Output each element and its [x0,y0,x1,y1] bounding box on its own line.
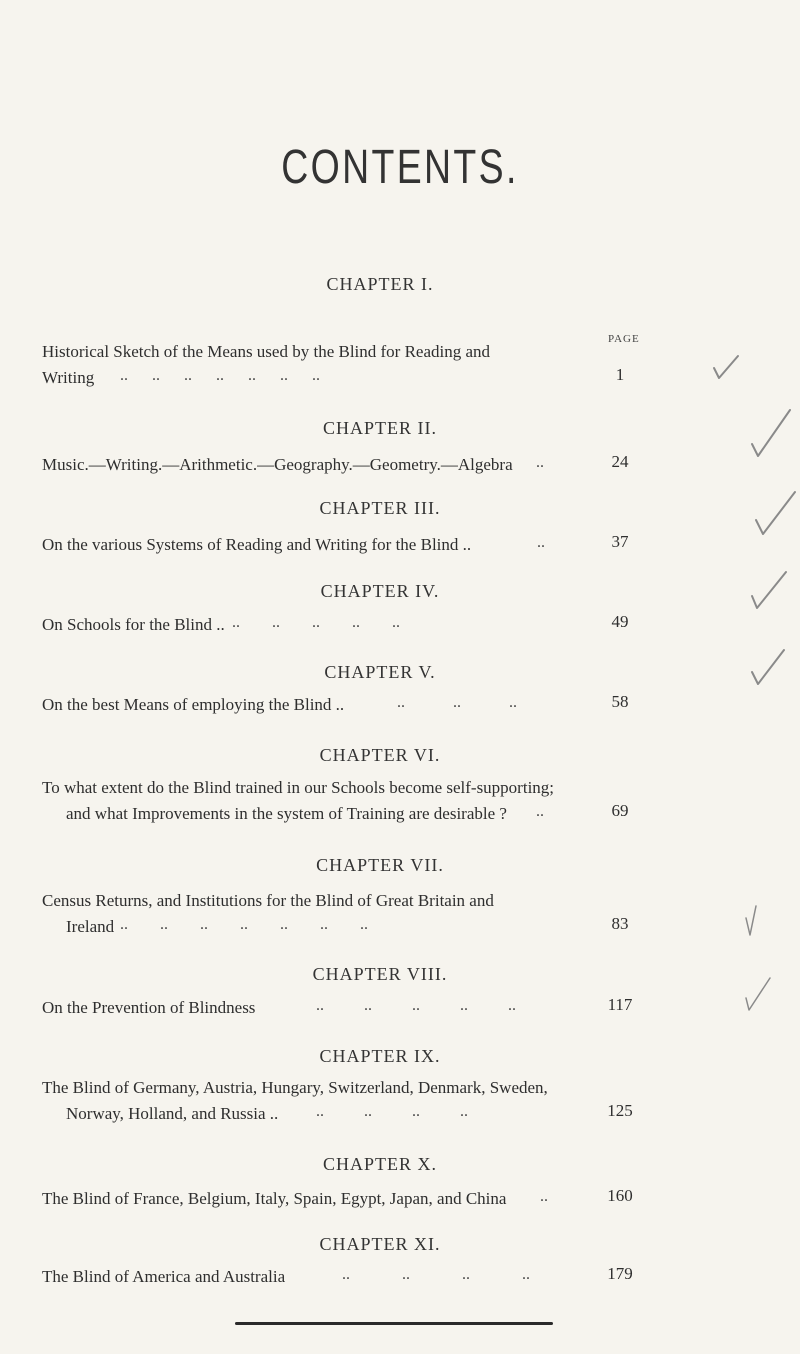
leader-dots: .. .. .. .. .. [232,614,400,631]
leader-dots: .. .. .. .. .. .. .. [120,916,368,933]
entry-line: On the best Means of employing the Blind .. [42,695,345,714]
chapter-heading: CHAPTER X. [322,1154,437,1174]
entry-line: On Schools for the Blind .. [42,615,225,634]
entry-line: Writing [42,368,95,387]
entry-line: On the Prevention of Blindness [42,998,256,1017]
chapter-heading: CHAPTER VII. [316,855,444,875]
page-number: 83 [611,914,629,933]
leader-dots: .. .. .. .. .. .. .. [120,367,320,384]
check-mark-icon [756,492,795,534]
page-number: 160 [607,1186,633,1205]
leader-dots: .. .. .. .. [316,1103,468,1120]
leader-dots: .. [537,534,545,551]
chapter-heading: CHAPTER III. [319,498,441,518]
page-number: 125 [607,1101,633,1120]
entry-line: Ireland [66,917,115,936]
entry-line: To what extent do the Blind trained in our Schools become self-supporting; [42,778,555,797]
leader-dots: .. [540,1188,548,1205]
entry-line: The Blind of Germany, Austria, Hungary, Switzerland, Denmark, Sweden, [42,1078,548,1097]
chapter-entry [42,692,642,718]
page-title: CONTENTS. [281,141,519,194]
leader-dots: .. .. .. .. .. [316,997,516,1014]
entry-line: The Blind of America and Australia [42,1267,286,1286]
entry-line: Music.—Writing.—Arithmetic.—Geography.—Geometry.—Algebra [42,455,513,474]
check-mark-icon [714,356,738,378]
leader-dots: .. .. .. [397,694,517,711]
page-number: 49 [611,612,629,631]
entry-line: On the various Systems of Reading and Writing for the Blind .. [42,535,472,554]
leader-dots: .. .. .. .. [342,1266,530,1283]
entry-line: Census Returns, and Institutions for the Blind of Great Britain and [42,891,494,910]
page-number: 117 [607,995,633,1014]
bottom-rule [235,1322,553,1325]
chapter-entry [42,775,642,827]
entry-line: The Blind of France, Belgium, Italy, Spain, Egypt, Japan, and China [42,1189,507,1208]
entry-line: Norway, Holland, and Russia .. [66,1104,279,1123]
entry-line: and what Improvements in the system of Training are desirable ? [66,804,507,823]
chapter-heading: CHAPTER VIII. [312,964,448,984]
leader-dots: .. [536,803,544,820]
chapter-heading: CHAPTER I. [326,274,434,294]
chapter-entry [42,532,642,558]
page-number: 1 [615,365,625,384]
page-number: 24 [611,452,629,471]
chapter-heading: CHAPTER IV. [320,581,440,601]
chapter-heading: CHAPTER IX. [319,1046,441,1066]
chapter-entry [42,1186,642,1212]
page-number: 58 [611,692,629,711]
chapter-heading: CHAPTER II. [323,418,437,438]
page-number: 69 [611,801,629,820]
page-number: 179 [607,1264,633,1283]
chapter-heading: CHAPTER XI. [319,1234,441,1254]
leader-dots: .. [536,454,544,471]
chapter-heading: CHAPTER V. [324,662,436,682]
check-mark-icon [746,906,756,935]
entry-line: Historical Sketch of the Means used by the Blind for Reading and [42,342,491,361]
page-number: 37 [611,532,629,551]
chapter-heading: CHAPTER VI. [319,745,441,765]
page-column-header: PAGE [608,333,640,345]
chapter-entry [42,452,642,478]
